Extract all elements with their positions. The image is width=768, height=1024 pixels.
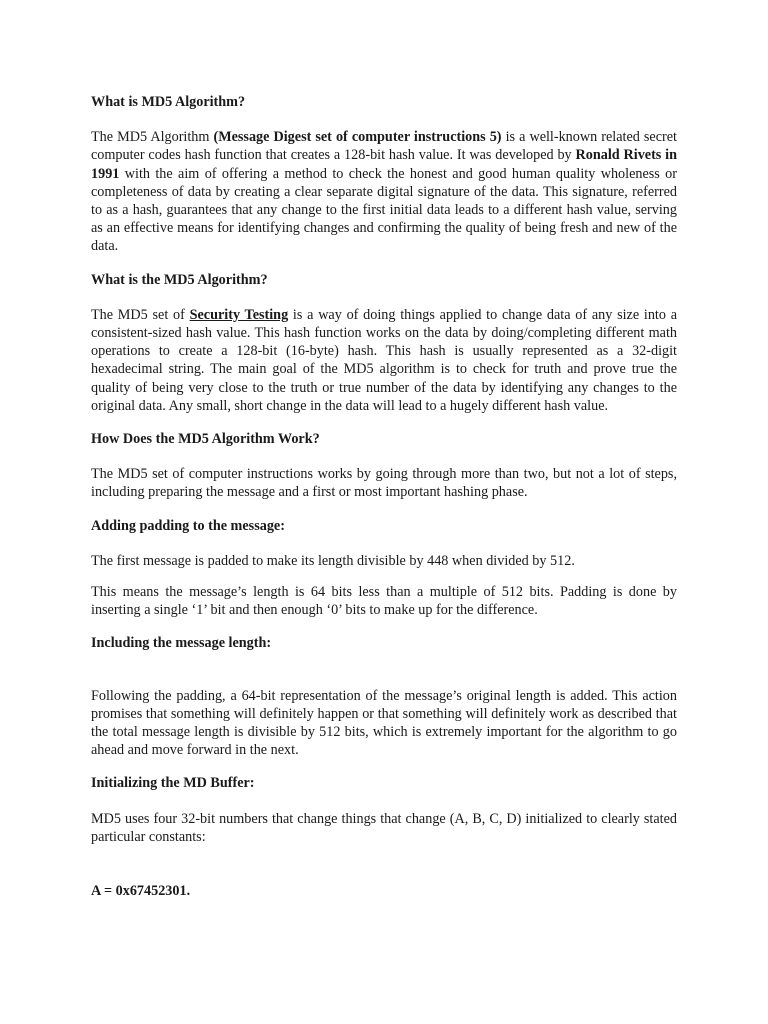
section-heading-how-it-works: How Does the MD5 Algorithm Work? xyxy=(91,431,320,448)
security-testing-paragraph xyxy=(91,306,677,415)
intro-text-middle: is a well-known related secret computer codes hash function that creates a 128-bit hash value. It was developed by xyxy=(91,129,677,164)
security-text-start: The MD5 set of xyxy=(91,306,190,323)
intro-text-start: The MD5 Algorithm xyxy=(91,129,214,146)
intro-text-end: with the aim of offering a method to check the honest and good human quality wholeness or completeness of data by creating a clear separate digital signature of the data. This signature, referred to as a hash, guarantees that any change to the first initial data leads to a different hash value, serving as an effective means for identifying changes and confirming the quality of being fresh and new of the data. xyxy=(91,165,677,255)
padding-paragraph-2: This means the message’s length is 64 bits less than a multiple of 512 bits. Padding is done by inserting a single ‘1’ bit and then enough ‘0’ bits to make up for the difference. xyxy=(91,584,677,619)
md-buffer-paragraph: MD5 uses four 32-bit numbers that change things that change (A, B, C, D) initialized to clearly stated particular constants: xyxy=(91,810,677,845)
constant-a-value: A = 0x67452301. xyxy=(91,883,191,900)
intro-acronym-bold: (Message Digest set of computer instructions 5) xyxy=(213,129,502,146)
section-heading-padding: Adding padding to the message: xyxy=(91,517,285,534)
section-heading-md-buffer: Initializing the MD Buffer: xyxy=(91,775,255,792)
message-length-paragraph: Following the padding, a 64-bit representation of the message’s original length is added. This action promises that something will definitely happen or that something will definitely work as described that the total message length is divisible by 512 bits, which is extremely important for the algorithm to go ahead and move forward in the next. xyxy=(91,687,677,759)
security-testing-link[interactable]: Security Testing xyxy=(189,306,289,323)
document-page xyxy=(91,93,677,900)
section-heading-what-is-the-md5: What is the MD5 Algorithm? xyxy=(91,271,268,288)
section-heading-message-length: Including the message length: xyxy=(91,635,272,652)
security-text-end: is a way of doing things applied to change data of any size into a consistent-sized hash value. This hash function works on the data by doing/completing different math operations to create a 128-bit (16-byte) hash. This hash is usually represented as a 32-digit hexadecimal string. The main goal of the MD5 algorithm is to check for truth and prove true the quality of being very close to the truth or true number of the data by identifying any changes to the original data. Any small, short change in the data will lead to a hugely different hash value. xyxy=(91,306,677,414)
how-it-works-paragraph: The MD5 set of computer instructions works by going through more than two, but not a lot of steps, including preparing the message and a first or most important hashing phase. xyxy=(91,466,677,501)
intro-paragraph xyxy=(91,128,677,255)
padding-paragraph-1: The first message is padded to make its length divisible by 448 when divided by 512. xyxy=(91,552,575,569)
intro-author-bold: Ronald Rivets in 1991 xyxy=(91,147,678,182)
section-heading-what-is-md5: What is MD5 Algorithm? xyxy=(91,94,246,110)
